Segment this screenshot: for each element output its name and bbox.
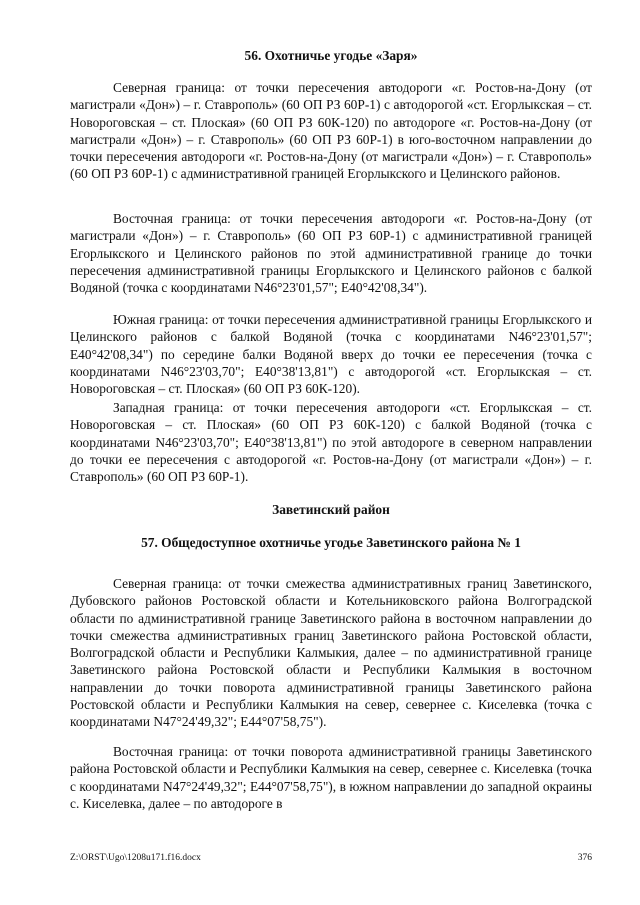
document-page (70, 0, 592, 905)
district-heading: Заветинский район (272, 502, 390, 517)
footer-file-path: Z:\ORST\Ugo\1208u171.f16.docx (70, 853, 201, 863)
section-56-north-boundary: Северная граница: от точки пересечения автодороги «г. Ростов-на-Дону (от магистрали «Дон») – г. Ставрополь» (60 ОП РЗ 60Р-1) с автодорогой «ст. Егорлыкская – ст. Новороговская – ст. Плоская» (60 ОП РЗ 60К-120) по автодороге «г. Ростов-на-Дону (от магистрали «Дон») – г. Ставрополь» (60 ОП РЗ 60Р-1) в юго-восточном направлении до точки пересечения автодороги «г. Ростов-на-Дону (от магистрали «Дон») – г. Ставрополь» (60 ОП РЗ 60Р-1) с административной границей Егорлыкского и Целинского районов. (70, 80, 592, 182)
section-56-south-boundary: Южная граница: от точки пересечения административной границы Егорлыкского и Целинского районов с балкой Водяной (точка с координатами N46°23'01,57"; E40°42'08,34") по середине балки Водяной вверх до точки ее пересечения (точка с координатами N46°23'03,70"; E40°38'13,81") с автодорогой «ст. Егорлыкская – ст. Новороговская – ст. Плоская» (60 ОП РЗ 60К-120). (70, 312, 592, 397)
footer-page-number: 376 (577, 853, 592, 863)
section-56-west-boundary: Западная граница: от точки пересечения автодороги «ст. Егорлыкская – ст. Новороговская – ст. Плоская» (60 ОП РЗ 60К-120) с балкой Водяной (точка с координатами N46°23'03,70"; E40°38'13,81") по этой автодороге в северном направлении до точки ее пересечения с автодорогой «г. Ростов-на-Дону (от магистрали «Дон») – г. Ставрополь» (60 ОП РЗ 60Р-1). (70, 400, 592, 485)
section-56-title: 56. Охотничье угодье «Заря» (244, 48, 418, 63)
section-57-north-boundary: Северная граница: от точки смежества административных границ Заветинского, Дубовского районов Ростовской области и Котельниковского района Волгоградской области по административной границе Заветинского района в восточном направлении до точки смежества административных границ Заветинского района Ростовской области, Волгоградской области и Республики Калмыкия, далее – по административной границе Заветинского района Ростовской области и Республики Калмыкия в восточном направлении до точки поворота административной границы Заветинского района Ростовской области и Республики Калмыкия на север, севернее с. Киселевка (точка с координатами N47°24'49,32"; E44°07'58,75"). (70, 576, 592, 730)
section-57-east-boundary: Восточная граница: от точки поворота административной границы Заветинского района Ростовской области и Республики Калмыкия на север, севернее с. Киселевка (точка с координатами N47°24'49,32"; E44°07'58,75"), в южном направлении до западной окраины с. Киселевка, далее – по автодороге в (70, 744, 592, 811)
section-57-title: 57. Общедоступное охотничье угодье Заветинского района № 1 (141, 535, 521, 550)
section-56-east-boundary: Восточная граница: от точки пересечения автодороги «г. Ростов-на-Дону (от магистрали «Дон») – г. Ставрополь» (60 ОП РЗ 60Р-1) с административной границей Егорлыкского и Целинского районов по этой административной границе до точки пересечения административной границы Егорлыкского и Целинского районов с балкой Водяной (точка с координатами N46°23'01,57"; E40°42'08,34"). (70, 211, 592, 296)
